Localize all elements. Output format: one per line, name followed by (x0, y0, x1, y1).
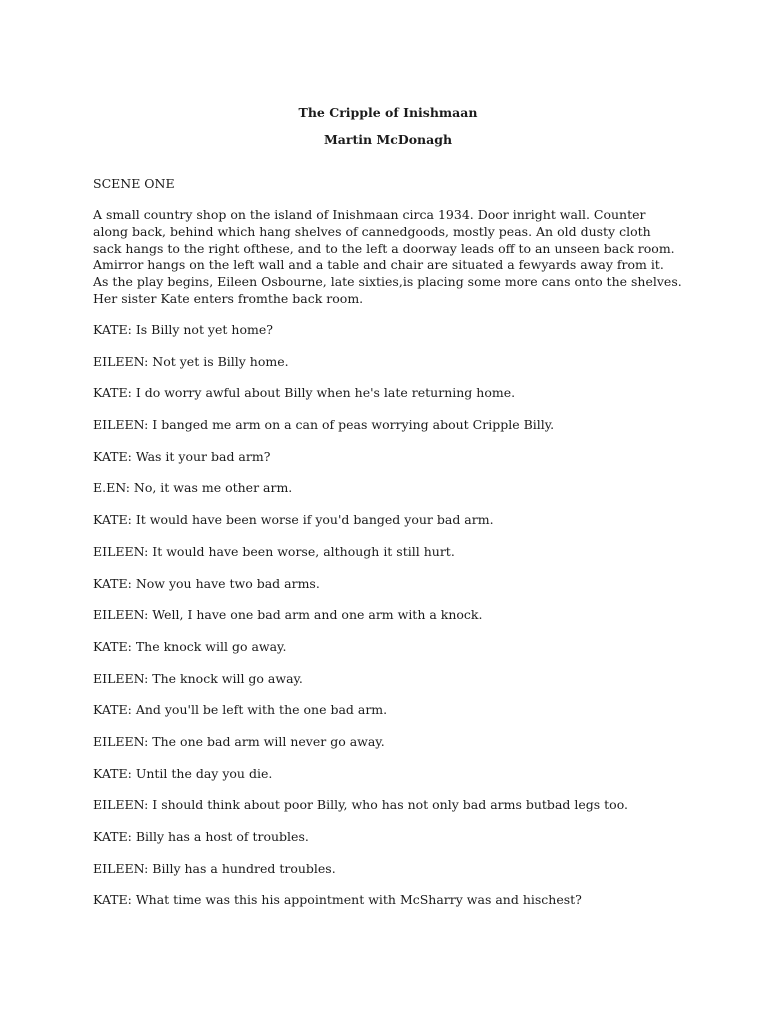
dialogue-line: KATE: Billy has a host of troubles. (93, 829, 309, 844)
dialogue-line: EILEEN: I should think about poor Billy, who has not only bad arms butbad legs too. (93, 797, 628, 813)
dialogue-line: KATE: And you'll be left with the one bad arm. (93, 702, 388, 718)
dialogue-line: EILEEN: I banged me arm on a can of peas worrying about Cripple Billy. (93, 417, 555, 433)
dialogue-line: EILEEN: The one bad arm will never go away. (93, 733, 385, 749)
dialogue-line: KATE: What time was this his appointment with McSharry was and hischest? (93, 892, 582, 908)
scene-heading: SCENE ONE (93, 176, 175, 191)
dialogue-line: E.EN: No, it was me other arm. (93, 480, 293, 496)
dialogue-line: KATE: I do worry awful about Billy when he's late returning home. (93, 385, 516, 401)
stage-direction: A small country shop on the island of Inishmaan circa 1934. Door inright wall. Counter along back, behind which hang shelves of cannedgoods, mostly peas. An old dusty cloth sack hangs to the right ofthese, and to the left a doorway leads off to an unseen back room. Amirror hangs on the left wall and a table and chair are situated a fewyards away from it. As the play begins, Eileen Osbourne, late sixties,is placing some more cans onto the shelves. Her sister Kate enters fromthe back room. (93, 207, 682, 306)
dialogue-list (93, 322, 628, 924)
dialogue-line: KATE: It would have been worse if you'd banged your bad arm. (93, 512, 494, 528)
dialogue-line: KATE: Is Billy not yet home? (93, 322, 273, 337)
dialogue-line: KATE: Now you have two bad arms. (93, 575, 320, 591)
dialogue-line: KATE: The knock will go away. (93, 638, 287, 654)
dialogue-line: EILEEN: It would have been worse, although it still hurt. (93, 543, 455, 559)
dialogue-line: KATE: Until the day you die. (93, 765, 273, 781)
play-title: The Cripple of Inishmaan (298, 105, 478, 120)
dialogue-line: KATE: Was it your bad arm? (93, 448, 271, 464)
dialogue-line: EILEEN: Not yet is Billy home. (93, 353, 289, 369)
author-name: Martin McDonagh (323, 132, 453, 147)
dialogue-line: EILEEN: Well, I have one bad arm and one arm with a knock. (93, 607, 483, 623)
dialogue-line: EILEEN: Billy has a hundred troubles. (93, 860, 336, 876)
dialogue-line: EILEEN: The knock will go away. (93, 670, 303, 686)
